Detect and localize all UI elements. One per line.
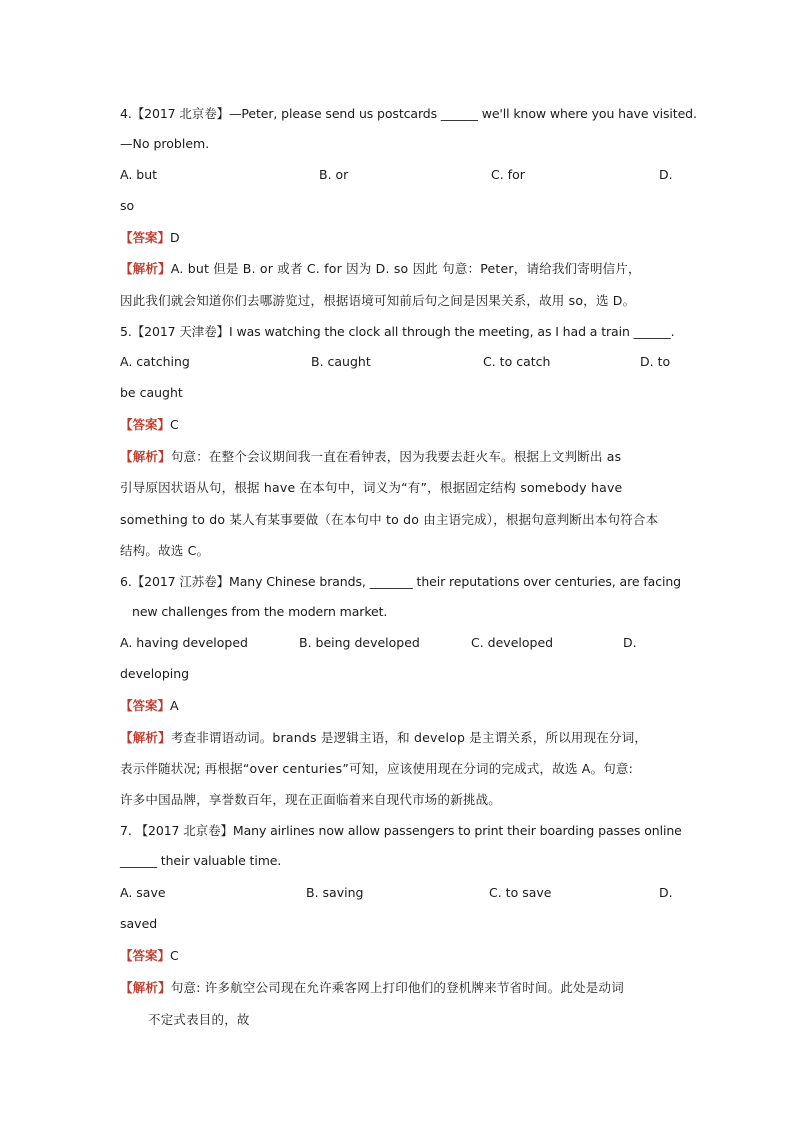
q6-option-d-text: developing <box>120 666 190 681</box>
q7-option-c: C. to save <box>489 885 552 900</box>
q6-option-a: A. having developed <box>120 635 248 650</box>
q6-stem-line-1: 6.【2017 江苏卷】Many Chinese brands, _______ their reputations over centuries, are facing <box>120 574 682 589</box>
answer-value: C <box>170 948 179 963</box>
answer-value: A <box>170 698 179 713</box>
q7-option-d-text: saved <box>120 916 158 931</box>
q5-answer <box>120 417 179 433</box>
q6-option-d-label: D. <box>623 635 637 650</box>
q4-reply: —No problem. <box>120 136 210 151</box>
q6-stem-line-2: new challenges from the modern market. <box>132 604 388 619</box>
q4-option-d-label: D. <box>659 167 673 182</box>
q5-option-d-label: D. to <box>640 354 671 369</box>
q5-analysis-line-4: 结构。故选 C。 <box>120 543 210 558</box>
q5-analysis-line-1 <box>120 449 621 465</box>
q6-analysis-line-3: 许多中国品牌，享誉数百年，现在正面临着来自现代市场的新挑战。 <box>120 792 502 807</box>
q4-stem: 4.【2017 北京卷】—Peter, please send us postcards ______ we'll know where you have visited. <box>120 106 697 121</box>
q7-option-d-label: D. <box>659 885 673 900</box>
q6-option-c: C. developed <box>471 635 554 650</box>
answer-value: D <box>170 230 180 245</box>
q5-option-b: B. caught <box>311 354 371 369</box>
q6-answer <box>120 698 179 714</box>
analysis-text: 句意：在整个会议期间我一直在看钟表，因为我要去赶火车。根据上文判断出 as <box>170 449 622 464</box>
analysis-tag: 【解析】 <box>120 730 171 745</box>
answer-tag: 【答案】 <box>120 230 171 245</box>
q4-option-c: C. for <box>491 167 525 182</box>
q4-analysis-line-2: 因此我们就会知道你们去哪游览过，根据语境可知前后句之间是因果关系，故用 so，选 D。 <box>120 293 636 308</box>
answer-tag: 【答案】 <box>120 948 171 963</box>
q7-stem-line-2: ______ their valuable time. <box>120 853 282 868</box>
answer-tag: 【答案】 <box>120 698 171 713</box>
q7-stem-line-1: 7. 【2017 北京卷】Many airlines now allow passengers to print their boarding passes online <box>120 823 682 838</box>
q4-answer <box>120 230 180 246</box>
analysis-text: 考查非谓语动词。brands 是逻辑主语，和 develop 是主谓关系，所以用现在分词， <box>170 730 648 745</box>
analysis-tag: 【解析】 <box>120 449 171 464</box>
q5-analysis-line-3: something to do 某人有某事要做（在本句中 to do 由主语完成），根据句意判断出本句符合本 <box>120 512 659 527</box>
q5-option-a: A. catching <box>120 354 190 369</box>
q4-option-d-text: so <box>120 198 135 213</box>
analysis-tag: 【解析】 <box>120 980 171 995</box>
q5-analysis-line-2: 引导原因状语从句，根据 have 在本句中，词义为“有”，根据固定结构 somebody have <box>120 480 623 495</box>
answer-value: C <box>170 417 179 432</box>
q7-answer <box>120 948 179 964</box>
q5-stem: 5.【2017 天津卷】I was watching the clock all through the meeting, as I had a train ______. <box>120 324 675 339</box>
q7-analysis-line-2: 不定式表目的，故 <box>148 1012 250 1027</box>
analysis-text: 句意: 许多航空公司现在允许乘客网上打印他们的登机牌来节省时间。此处是动词 <box>170 980 624 995</box>
q4-option-b: B. or <box>319 167 349 182</box>
q5-option-c: C. to catch <box>483 354 551 369</box>
q7-option-b: B. saving <box>306 885 364 900</box>
q6-analysis-line-2: 表示伴随状况; 再根据“over centuries”可知，应该使用现在分词的完成式，故选 A。句意: <box>120 761 634 776</box>
q7-option-a: A. save <box>120 885 166 900</box>
q4-analysis-line-1 <box>120 261 641 277</box>
analysis-text: A. but 但是 B. or 或者 C. for 因为 D. so 因此 句意：Peter，请给我们寄明信片， <box>170 261 641 276</box>
q5-option-d-text: be caught <box>120 385 183 400</box>
q4-option-a: A. but <box>120 167 158 182</box>
q6-analysis-line-1 <box>120 730 647 746</box>
q6-option-b: B. being developed <box>299 635 420 650</box>
analysis-tag: 【解析】 <box>120 261 171 276</box>
q7-analysis-line-1 <box>120 980 624 996</box>
answer-tag: 【答案】 <box>120 417 171 432</box>
